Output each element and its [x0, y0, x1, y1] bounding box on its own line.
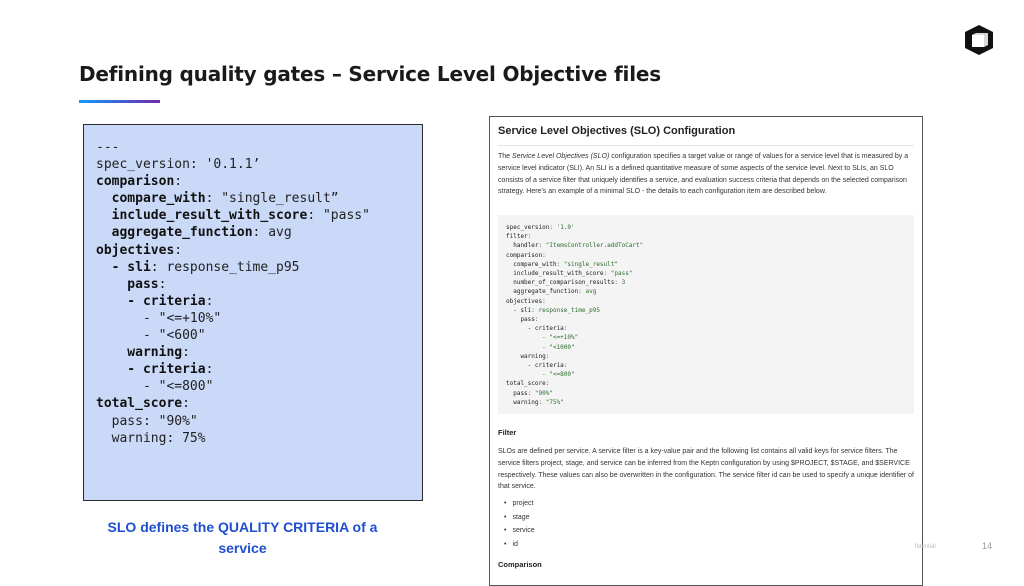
slide-caption: SLO defines the QUALITY CRITERIA of a service — [107, 519, 378, 556]
code-line: --- — [96, 140, 120, 155]
title-underline — [79, 100, 160, 103]
docs-screenshot — [489, 116, 923, 586]
doc-code-line: total_score: — [506, 380, 550, 388]
doc-code-line: include_result_with_score: "pass" — [506, 270, 633, 278]
doc-code-line: compare_with: "single_result" — [506, 260, 618, 268]
slide-title: Defining quality gates – Service Level Objective files — [79, 62, 661, 86]
doc-code-line: - criteria: — [506, 362, 568, 370]
code-line: warning: 75% — [96, 430, 206, 446]
code-line: - criteria: — [96, 293, 214, 309]
doc-code-line: warning: — [506, 352, 550, 360]
code-line: compare_with: "single_result” — [96, 191, 339, 207]
code-line: - "<600" — [96, 328, 206, 344]
code-line: total_score: — [96, 396, 190, 412]
doc-code-line: comparison: — [506, 251, 546, 259]
doc-code-line: filter: — [506, 233, 532, 241]
doc-code-line: number_of_comparison_results: 3 — [506, 279, 626, 287]
doc-code-line: warning: "75%" — [506, 398, 564, 406]
doc-code-line: objectives: — [506, 297, 546, 305]
filter-key-item: • service — [504, 524, 535, 538]
code-line: objectives: — [96, 242, 183, 258]
code-line: pass: "90%" — [96, 413, 198, 429]
slo-yaml-code-panel — [83, 124, 423, 501]
code-line: include_result_with_score: "pass" — [96, 208, 370, 224]
filter-key-item: • id — [504, 538, 535, 552]
filter-key-item: • project — [504, 497, 535, 511]
filter-keys-list — [504, 497, 535, 551]
doc-code-line: - "<=800" — [506, 371, 575, 379]
doc-code-line: - "<1000" — [506, 343, 575, 351]
filter-heading: Filter — [498, 428, 517, 437]
doc-code-block — [498, 215, 914, 414]
code-line: warning: — [96, 345, 190, 361]
code-line: comparison: — [96, 174, 183, 190]
doc-divider — [498, 145, 914, 146]
doc-code-line: pass: "90%" — [506, 389, 553, 397]
code-line: pass: — [96, 276, 167, 292]
code-line: - criteria: — [96, 362, 214, 378]
code-line: - sli: response_time_p95 — [96, 259, 300, 275]
code-line: - "<=800" — [96, 379, 214, 395]
doc-code-line: - sli: response_time_p95 — [506, 306, 600, 314]
filter-paragraph: SLOs are defined per service. A service filter is a key-value pair and the following list contains all valid keys for service filters. The service filters project, stage, and service can be inferred from the Keptn configuration by using $PROJECT, $STAGE, and $SERVICE respectively. These values can also be overwritten in the configuration. The service filter id can be used to specify a unique identifier of that service. — [498, 448, 914, 491]
doc-code-line: spec_version: '1.0' — [506, 224, 575, 231]
code-line: - "<=+10%" — [96, 310, 222, 326]
code-line: aggregate_function: avg — [96, 225, 292, 241]
doc-title: Service Level Objectives (SLO) Configuration — [498, 125, 736, 137]
footer-confidential-label: fidential — [915, 544, 936, 550]
doc-code-line: handler: "ItemsController.addToCart" — [506, 242, 644, 250]
doc-code-line: - criteria: — [506, 325, 568, 333]
doc-intro-paragraph: The Service Level Objectives (SLO) configuration specifies a target value or range of values for a service level that is measured by a service level indicator (SLI). An SLI is a defined quantitative measure of some aspects of the service level. Next to SLIs, an SLO consists of a service filter that uniquely identifies a service, and evaluation success criteria that depends on the selected comparison strategy. Here's an example of a minimal SLO - the details to each configuration item are described below. — [498, 153, 909, 196]
page-number: 14 — [982, 541, 993, 551]
filter-key-item: • stage — [504, 511, 535, 525]
doc-code-line: pass: — [506, 316, 539, 324]
doc-code-line: aggregate_function: avg — [506, 288, 597, 296]
comparison-heading: Comparison — [498, 560, 542, 569]
doc-code-line: - "<=+10%" — [506, 334, 579, 342]
code-line: spec_version: '0.1.1’ — [96, 157, 261, 173]
dynatrace-logo-icon — [964, 24, 994, 56]
